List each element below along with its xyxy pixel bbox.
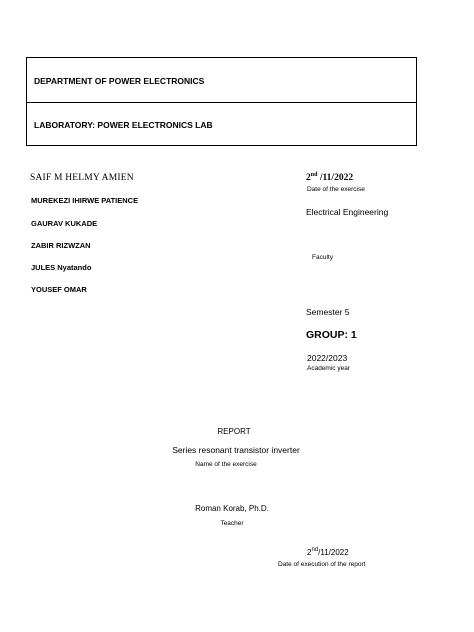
semester: Semester 5 [306, 307, 350, 317]
student-name: JULES Nyatando [31, 263, 92, 272]
teacher-caption: Teacher [220, 520, 244, 527]
exercise-date-rest: /11/2022 [317, 173, 354, 183]
execution-date-rest: /11/2022 [318, 548, 349, 557]
exercise-date [306, 173, 353, 183]
faculty-caption: Faculty [312, 254, 333, 261]
exercise-date-suffix: nd [310, 172, 318, 178]
group: GROUP: 1 [306, 329, 357, 341]
academic-year-value: 2022/2023 [307, 353, 348, 363]
department-box [26, 57, 417, 103]
exercise-name-caption: Name of the exercise [195, 461, 257, 468]
exercise-date-day: 2 [306, 173, 311, 183]
student-name: ZABIR RIZWZAN [31, 241, 91, 250]
student-name: MUREKEZI IHIRWE PATIENCE [31, 196, 139, 205]
report-label: REPORT [217, 427, 251, 436]
academic-year-caption: Academic year [307, 365, 350, 372]
student-name: GAURAV KUKADE [31, 219, 98, 228]
execution-date [307, 548, 349, 557]
laboratory-title: LABORATORY: POWER ELECTRONICS LAB [34, 120, 213, 130]
faculty-value: Electrical Engineering [306, 207, 389, 217]
student-name: YOUSEF OMAR [31, 285, 87, 294]
execution-date-suffix: nd [311, 547, 319, 553]
exercise-date-caption: Date of the exercise [307, 186, 365, 193]
teacher-name: Roman Korab, Ph.D. [195, 504, 269, 513]
execution-date-caption: Date of execution of the report [278, 561, 366, 568]
student-name: SAIF M HELMY AMIEN [30, 173, 134, 183]
exercise-name: Series resonant transistor inverter [172, 445, 300, 455]
execution-date-day: 2 [307, 548, 312, 557]
laboratory-box [26, 102, 417, 146]
department-title: DEPARTMENT OF POWER ELECTRONICS [34, 76, 205, 86]
